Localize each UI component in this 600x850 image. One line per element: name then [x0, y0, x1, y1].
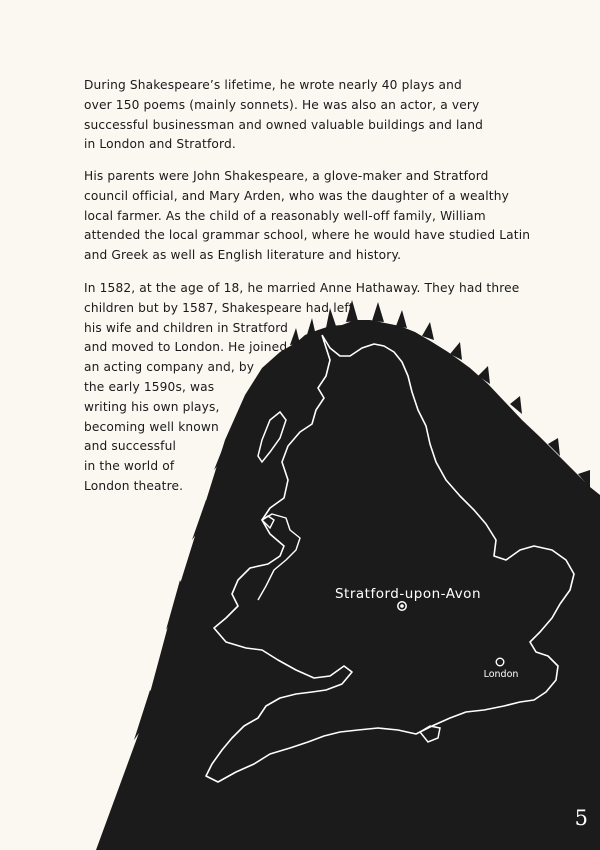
paragraph-marriage-london — [84, 279, 519, 497]
text-line: local farmer. As the child of a reasonably well-off family, William — [84, 208, 486, 223]
text-line: attended the local grammar school, where he would have studied Latin — [84, 228, 531, 243]
page-number: 5 — [574, 806, 588, 830]
paragraph-parents — [84, 167, 530, 266]
text-line: During Shakespeare’s lifetime, he wrote nearly 40 plays and — [84, 78, 462, 92]
paragraph-shakespeare-lifetime — [84, 76, 483, 155]
text-line: the early 1590s, was — [84, 379, 215, 394]
text-line: becoming well known — [84, 419, 219, 434]
text-line: over 150 poems (mainly sonnets). He was also an actor, a very — [84, 97, 480, 112]
text-line: and Greek as well as English literature and history. — [84, 248, 402, 263]
london-label: London — [483, 669, 519, 680]
text-line: children but by 1587, Shakespeare had left — [84, 300, 354, 315]
text-line: In 1582, at the age of 18, he married Anne Hathaway. They had three — [84, 281, 520, 295]
text-line: successful businessman and owned valuable buildings and land — [84, 117, 483, 132]
text-line: London theatre. — [84, 478, 184, 493]
text-line: His parents were John Shakespeare, a glove-maker and Stratford — [84, 169, 489, 183]
page-number-brush — [544, 778, 600, 850]
text-line: in London and Stratford. — [84, 137, 236, 152]
stratford-label: Stratford-upon-Avon — [334, 586, 482, 602]
text-line: and moved to London. He joined — [84, 340, 288, 355]
text-line: and successful — [84, 439, 176, 454]
text-line: council official, and Mary Arden, who was the daughter of a wealthy — [84, 188, 509, 203]
text-line: his wife and children in Stratford — [84, 320, 289, 335]
stratford-marker-dot — [400, 604, 404, 608]
text-line: writing his own plays, — [84, 399, 220, 414]
text-line: in the world of — [84, 459, 175, 474]
text-line: an acting company and, by — [84, 360, 255, 375]
